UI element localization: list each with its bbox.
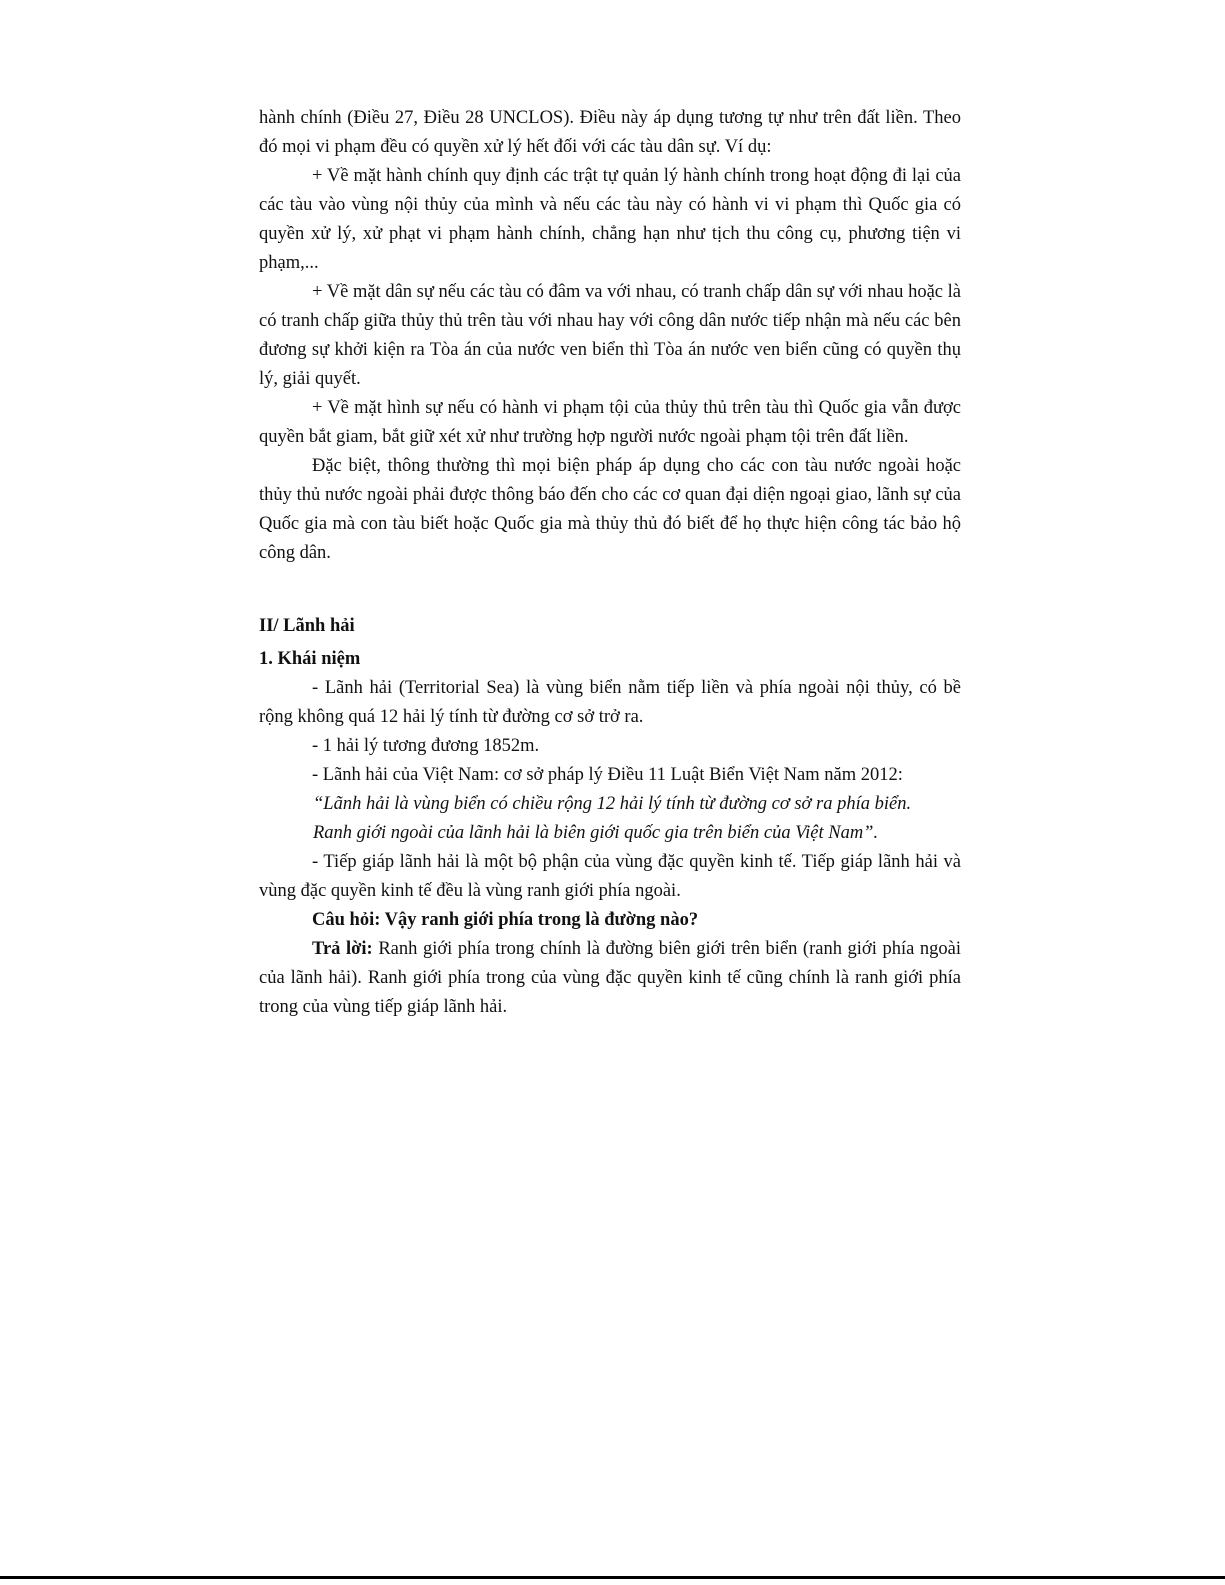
paragraph-administrative: + Về mặt hành chính quy định các trật tự quản lý hành chính trong hoạt động đi lại của các tàu vào vùng nội thủy của mình và nếu các tàu này có hành vi vi phạm thì Quốc gia có quyền xử lý, xử phạt vi phạm hành chính, chẳng hạn như tịch thu công cụ, phương tiện vi phạm,... — [259, 166, 961, 273]
quote-line-1: “Lãnh hải là vùng biển có chiều rộng 12 hải lý tính từ đường cơ sở ra phía biển. — [313, 794, 912, 814]
subheading-concept: 1. Khái niệm — [259, 649, 361, 669]
page-bottom-rule — [0, 1576, 1225, 1579]
paragraph-admin-intro: hành chính (Điều 27, Điều 28 UNCLOS). Điều này áp dụng tương tự như trên đất liền. Theo đó mọi vi phạm đều có quyền xử lý hết đối với các tàu dân sự. Ví dụ: — [259, 108, 961, 157]
paragraph-definition: - Lãnh hải (Territorial Sea) là vùng biển nằm tiếp liền và phía ngoài nội thủy, có bề rộng không quá 12 hải lý tính từ đường cơ sở trở ra. — [259, 678, 961, 727]
paragraph-criminal: + Về mặt hình sự nếu có hành vi phạm tội của thủy thủ trên tàu thì Quốc gia vẫn được quyền bắt giam, bắt giữ xét xử như trường hợp người nước ngoài phạm tội trên đất liền. — [259, 398, 961, 447]
question-text: Câu hỏi: Vậy ranh giới phía trong là đường nào? — [312, 910, 699, 930]
paragraph-legal-basis: - Lãnh hải của Việt Nam: cơ sở pháp lý Điều 11 Luật Biển Việt Nam năm 2012: — [312, 765, 903, 785]
answer-text: Ranh giới phía trong chính là đường biên giới trên biển (ranh giới phía ngoài của lãnh hải). Ranh giới phía trong của vùng đặc quyền kinh tế cũng chính là ranh giới phía trong của vùng tiếp giáp lãnh hải. — [259, 939, 961, 1017]
question-line — [259, 906, 961, 935]
paragraph-nautical-mile: - 1 hải lý tương đương 1852m. — [312, 736, 540, 756]
document-page — [259, 104, 961, 1022]
quote-line-2: Ranh giới ngoài của lãnh hải là biên giới quốc gia trên biển của Việt Nam”. — [313, 823, 879, 843]
paragraph-civil: + Về mặt dân sự nếu các tàu có đâm va với nhau, có tranh chấp dân sự với nhau hoặc là có tranh chấp giữa thủy thủ trên tàu với nhau hay với công dân nước tiếp nhận mà nếu các bên đương sự khởi kiện ra Tòa án của nước ven biển thì Tòa án nước ven biển cũng có quyền thụ lý, giải quyết. — [259, 282, 961, 389]
paragraph-contiguous-zone: - Tiếp giáp lãnh hải là một bộ phận của vùng đặc quyền kinh tế. Tiếp giáp lãnh hải và vùng đặc quyền kinh tế đều là vùng ranh giới phía ngoài. — [259, 852, 961, 901]
section-heading-territorial-sea: II/ Lãnh hải — [259, 616, 355, 636]
answer-label: Trả lời: — [312, 939, 373, 959]
answer-paragraph — [259, 935, 961, 1022]
paragraph-special-notice: Đặc biệt, thông thường thì mọi biện pháp áp dụng cho các con tàu nước ngoài hoặc thủy thủ nước ngoài phải được thông báo đến cho các cơ quan đại diện ngoại giao, lãnh sự của Quốc gia mà con tàu biết hoặc Quốc gia mà thủy thủ đó biết để họ thực hiện công tác bảo hộ công dân. — [259, 456, 961, 563]
